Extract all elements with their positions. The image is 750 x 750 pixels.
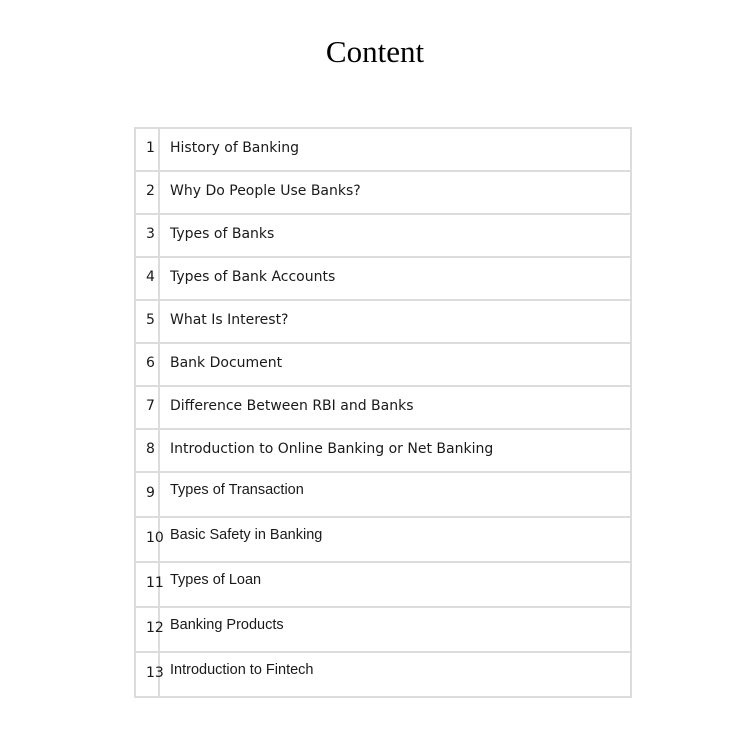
chapter-title: Difference Between RBI and Banks: [159, 386, 631, 429]
table-row: [135, 257, 631, 300]
chapter-number: 9: [135, 472, 159, 517]
chapter-number: 12: [135, 607, 159, 652]
table-row: [135, 171, 631, 214]
table-row: [135, 517, 631, 562]
table-row: [135, 652, 631, 697]
chapter-title: Types of Bank Accounts: [159, 257, 631, 300]
chapter-number: 13: [135, 652, 159, 697]
chapter-number: 3: [135, 214, 159, 257]
table-row: [135, 386, 631, 429]
chapter-number: 6: [135, 343, 159, 386]
chapter-number: 5: [135, 300, 159, 343]
chapter-title: Introduction to Fintech: [159, 652, 631, 697]
chapter-number: 4: [135, 257, 159, 300]
chapter-number: 7: [135, 386, 159, 429]
chapter-number: 2: [135, 171, 159, 214]
table-row: [135, 300, 631, 343]
table-row: [135, 343, 631, 386]
table-row: [135, 214, 631, 257]
chapter-title: Basic Safety in Banking: [159, 517, 631, 562]
table-row: [135, 562, 631, 607]
chapter-title: Banking Products: [159, 607, 631, 652]
chapter-title: Types of Banks: [159, 214, 631, 257]
table-row: [135, 429, 631, 472]
table-row: [135, 607, 631, 652]
chapter-title: Bank Document: [159, 343, 631, 386]
table-of-contents: [134, 127, 632, 698]
chapter-number: 8: [135, 429, 159, 472]
table-row: [135, 128, 631, 171]
chapter-number: 1: [135, 128, 159, 171]
chapter-title: Types of Transaction: [159, 472, 631, 517]
chapter-title: What Is Interest?: [159, 300, 631, 343]
chapter-number: 11: [135, 562, 159, 607]
chapter-title: Why Do People Use Banks?: [159, 171, 631, 214]
chapter-title: Introduction to Online Banking or Net Banking: [159, 429, 631, 472]
chapter-title: History of Banking: [159, 128, 631, 171]
page-title: Content: [325, 34, 425, 69]
chapter-number: 10: [135, 517, 159, 562]
chapter-title: Types of Loan: [159, 562, 631, 607]
table-row: [135, 472, 631, 517]
